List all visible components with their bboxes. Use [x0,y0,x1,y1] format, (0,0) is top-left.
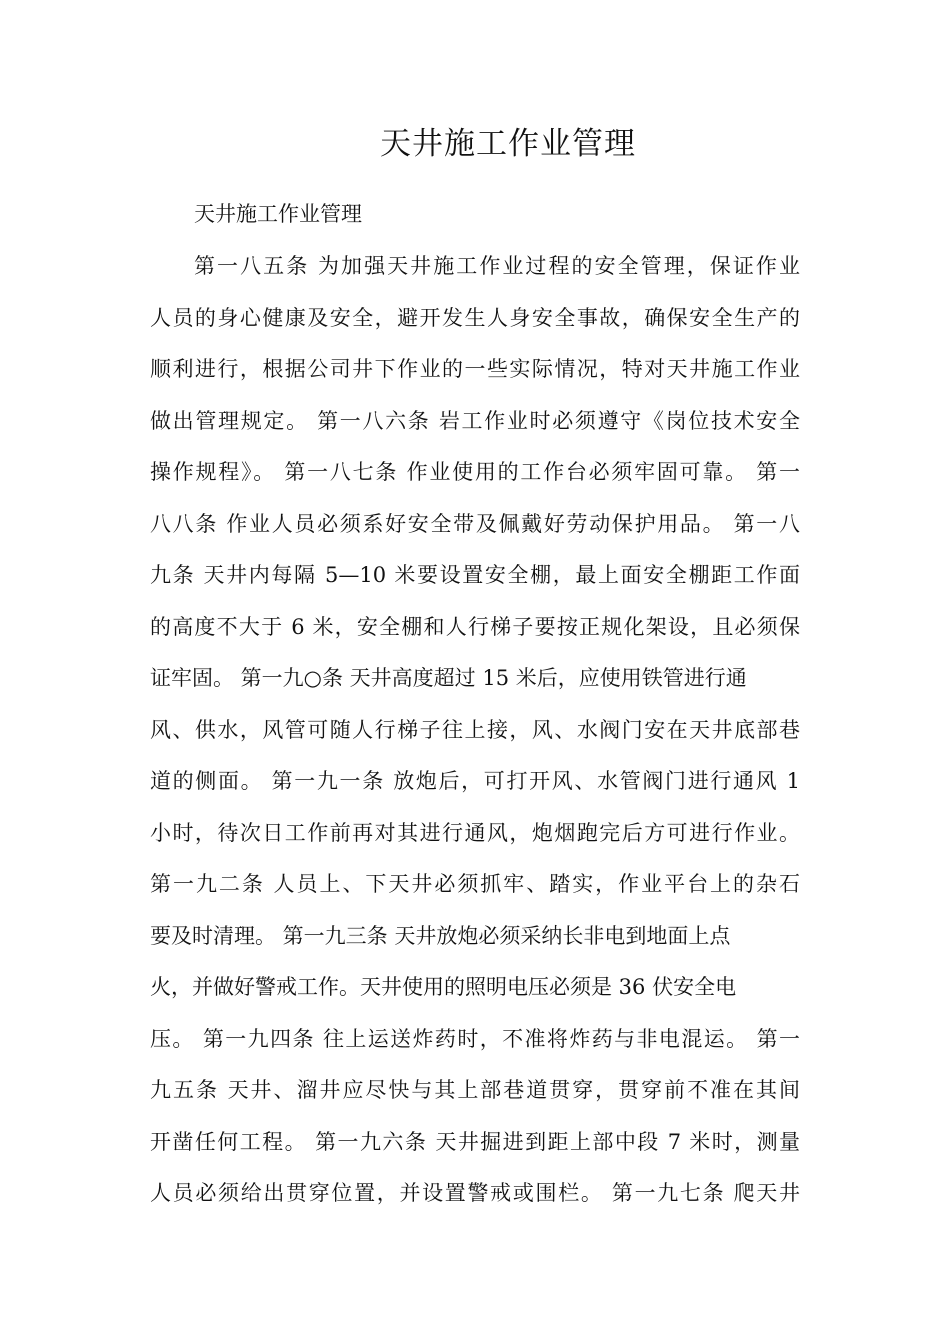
body-line: 压。 第一九四条 往上运送炸药时，不准将炸药与非电混运。 第一 [150,1026,800,1051]
document-body [150,251,800,1230]
body-line: 火，并做好警戒工作。天井使用的照明电压必须是 36 伏安全电 [150,975,737,999]
body-line: 第一八五条 为加强天井施工作业过程的安全管理，保证作业 [194,254,800,278]
body-line: 第一九二条 人员上、下天井必须抓牢、踏实，作业平台上的杂石 [150,872,800,896]
body-line: 人员必须给出贯穿位置，并设置警戒或围栏。 第一九七条 爬天井 [150,1181,800,1205]
body-line: 风、供水，风管可随人行梯子往上接，风、水阀门安在天井底部巷 [150,717,800,742]
body-line: 人员的身心健康及安全，避开发生人身安全事故，确保安全生产的 [150,305,800,330]
body-line: 操作规程》。 第一八七条 作业使用的工作台必须牢固可靠。 第一 [150,460,800,484]
body-line: 做出管理规定。 第一八六条 岩工作业时必须遵守《岗位技术安全 [150,408,800,433]
body-line: 九五条 天井、溜井应尽快与其上部巷道贯穿，贯穿前不准在其间 [150,1078,800,1102]
body-line: 要及时清理。 第一九三条 天井放炮必须采纳长非电到地面上点 [150,923,731,948]
body-line: 道的侧面。 第一九一条 放炮后，可打开风、水管阀门进行通风 1 [150,769,800,793]
body-line: 九条 天井内每隔 5—10 米要设置安全棚，最上面安全棚距工作面 [150,563,800,587]
document-subtitle: 天井施工作业管理 [194,202,362,226]
body-line: 八八条 作业人员必须系好安全带及佩戴好劳动保护用品。 第一八 [150,511,800,536]
body-line: 证牢固。 第一九○条 天井高度超过 15 米后，应使用铁管进行通 [150,666,747,690]
document-title: 天井施工作业管理 [380,126,636,162]
body-line: 小时，待次日工作前再对其进行通风，炮烟跑完后方可进行作业。 [150,820,800,845]
body-line: 开凿任何工程。 第一九六条 天井掘进到距上部中段 7 米时，测量 [150,1129,800,1154]
body-line: 的高度不大于 6 米，安全棚和人行梯子要按正规化架设，且必须保 [150,614,800,639]
body-line: 顺利进行，根据公司井下作业的一些实际情况，特对天井施工作业 [150,357,800,381]
